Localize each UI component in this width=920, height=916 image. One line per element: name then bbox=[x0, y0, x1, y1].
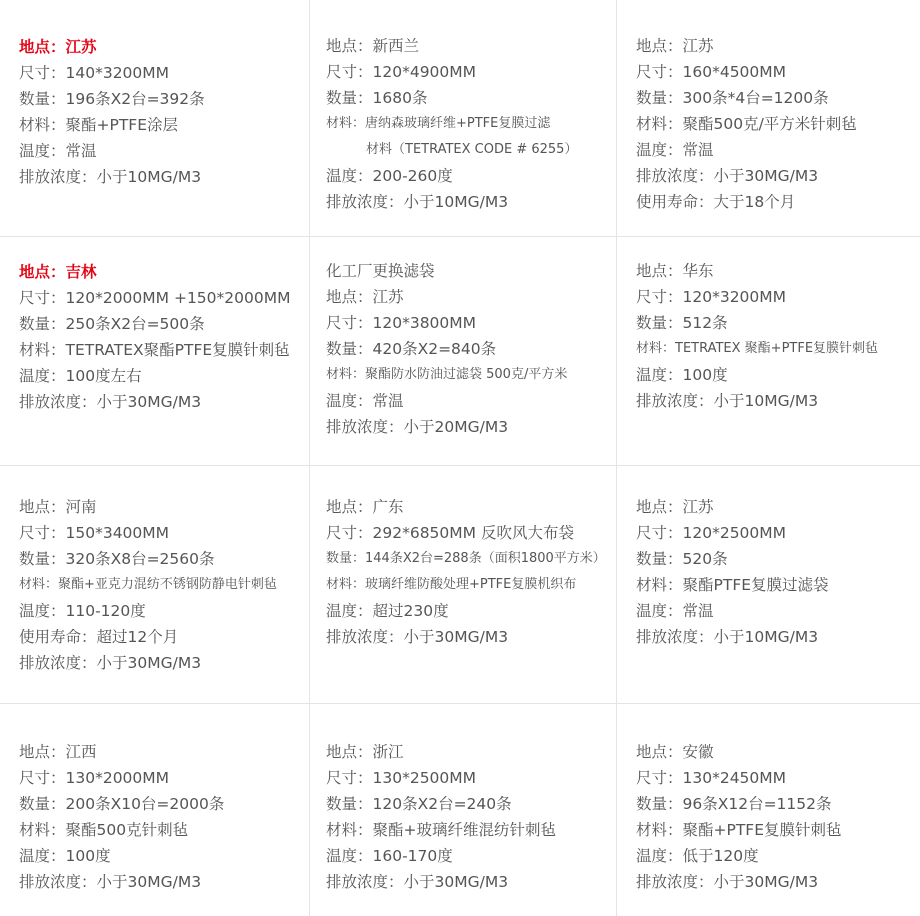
case-cell bbox=[326, 33, 616, 215]
case-cell bbox=[326, 258, 616, 440]
case-detail-line: 材料：唐纳森玻璃纤维+PTFE复膜过滤 bbox=[326, 116, 551, 131]
case-detail-line: 地点：江苏 bbox=[326, 288, 404, 306]
case-detail-line: 地点：安徽 bbox=[636, 743, 714, 761]
case-detail-line: 尺寸：120*3200MM bbox=[636, 288, 787, 306]
case-detail-line: 尺寸：130*2500MM bbox=[326, 769, 477, 787]
case-detail-line: 排放浓度：小于30MG/M3 bbox=[326, 873, 509, 891]
case-detail-line: 尺寸：130*2000MM bbox=[19, 769, 170, 787]
row-divider bbox=[0, 236, 920, 237]
case-detail-line: 材料：TETRATEX聚酯PTFE复膜针刺毡 bbox=[19, 341, 290, 359]
case-detail-line: 材料：TETRATEX 聚酯+PTFE复膜针刺毡 bbox=[636, 341, 879, 356]
case-detail-line: 地点：河南 bbox=[19, 498, 97, 516]
case-cell bbox=[326, 739, 616, 895]
case-detail-line: 温度：100度 bbox=[19, 847, 111, 865]
case-detail-line: 排放浓度：小于10MG/M3 bbox=[326, 193, 509, 211]
case-detail-line: 温度：100度左右 bbox=[19, 367, 142, 385]
case-detail-line: 尺寸：120*2000MM +150*2000MM bbox=[19, 289, 291, 307]
case-detail-line: 温度：100度 bbox=[636, 366, 728, 384]
case-cell bbox=[19, 259, 304, 415]
case-detail-line: 温度：常温 bbox=[636, 602, 714, 620]
location-highlight: 地点：江苏 bbox=[19, 38, 97, 56]
case-detail-line: 温度：常温 bbox=[326, 392, 404, 410]
case-detail-line: 数量：420条X2=840条 bbox=[326, 340, 497, 358]
case-detail-line: 尺寸：140*3200MM bbox=[19, 64, 170, 82]
column-divider bbox=[616, 0, 617, 916]
case-detail-line: 数量：512条 bbox=[636, 314, 728, 332]
case-detail-line: 数量：320条X8台=2560条 bbox=[19, 550, 215, 568]
case-detail-line: 排放浓度：小于30MG/M3 bbox=[326, 628, 509, 646]
case-detail-line: 材料：玻璃纤维防酸处理+PTFE复膜机织布 bbox=[326, 577, 577, 592]
case-detail-line: 数量：196条X2台=392条 bbox=[19, 90, 205, 108]
case-detail-line: 数量：96条X12台=1152条 bbox=[636, 795, 832, 813]
case-detail-line: 数量：200条X10台=2000条 bbox=[19, 795, 225, 813]
case-detail-line: 地点：江西 bbox=[19, 743, 97, 761]
case-detail-line: 排放浓度：小于10MG/M3 bbox=[636, 628, 819, 646]
case-detail-line: 尺寸：160*4500MM bbox=[636, 63, 787, 81]
case-detail-line: 温度：160-170度 bbox=[326, 847, 453, 865]
case-detail-line: 材料：聚酯500克/平方米针刺毡 bbox=[636, 115, 857, 133]
case-cell bbox=[19, 34, 304, 190]
case-detail-line: 排放浓度：小于30MG/M3 bbox=[19, 393, 202, 411]
case-detail-line: 尺寸：120*2500MM bbox=[636, 524, 787, 542]
case-detail-line: 地点：新西兰 bbox=[326, 37, 420, 55]
case-detail-line: 排放浓度：小于10MG/M3 bbox=[19, 168, 202, 186]
row-divider bbox=[0, 703, 920, 704]
case-detail-line: 材料：聚酯+亚克力混纺不锈钢防静电针刺毡 bbox=[19, 577, 277, 592]
case-detail-line: 地点：江苏 bbox=[636, 498, 714, 516]
case-cell bbox=[326, 494, 616, 650]
case-detail-line: 材料：聚酯500克针刺毡 bbox=[19, 821, 189, 839]
case-detail-line: 使用寿命：大于18个月 bbox=[636, 193, 796, 211]
case-detail-line: 温度：110-120度 bbox=[19, 602, 146, 620]
case-detail-line: 尺寸：150*3400MM bbox=[19, 524, 170, 542]
case-detail-line: 化工厂更换滤袋 bbox=[326, 262, 435, 280]
case-cell bbox=[636, 494, 916, 650]
case-detail-line: 材料：聚酯防水防油过滤袋 500克/平方米 bbox=[326, 367, 568, 382]
case-detail-line: 材料：聚酯+PTFE涂层 bbox=[19, 116, 179, 134]
case-cell bbox=[636, 258, 916, 414]
case-detail-line: 数量：1680条 bbox=[326, 89, 428, 107]
case-detail-line: 尺寸：120*3800MM bbox=[326, 314, 477, 332]
case-detail-line: 数量：250条X2台=500条 bbox=[19, 315, 205, 333]
case-detail-line: 温度：超过230度 bbox=[326, 602, 449, 620]
case-detail-line: 使用寿命：超过12个月 bbox=[19, 628, 179, 646]
case-detail-line: 材料：聚酯PTFE复膜过滤袋 bbox=[636, 576, 829, 594]
case-detail-line: 尺寸：120*4900MM bbox=[326, 63, 477, 81]
case-cell bbox=[19, 739, 304, 895]
case-detail-line: 尺寸：130*2450MM bbox=[636, 769, 787, 787]
case-detail-line: 温度：低于120度 bbox=[636, 847, 759, 865]
location-highlight: 地点：吉林 bbox=[19, 263, 97, 281]
case-detail-line: 数量：144条X2台=288条（面积1800平方米） bbox=[326, 551, 606, 566]
case-detail-line: 数量：520条 bbox=[636, 550, 728, 568]
case-detail-line: 材料：聚酯+PTFE复膜针刺毡 bbox=[636, 821, 842, 839]
case-detail-line: 排放浓度：小于30MG/M3 bbox=[19, 873, 202, 891]
case-detail-line: 材料（TETRATEX CODE # 6255） bbox=[366, 142, 578, 157]
case-detail-line: 排放浓度：小于30MG/M3 bbox=[636, 873, 819, 891]
case-detail-line: 温度：200-260度 bbox=[326, 167, 453, 185]
case-detail-line: 排放浓度：小于30MG/M3 bbox=[19, 654, 202, 672]
case-detail-line: 排放浓度：小于20MG/M3 bbox=[326, 418, 509, 436]
case-detail-line: 地点：江苏 bbox=[636, 37, 714, 55]
case-detail-line: 数量：120条X2台=240条 bbox=[326, 795, 512, 813]
case-detail-line: 温度：常温 bbox=[19, 142, 97, 160]
case-cell bbox=[636, 33, 916, 215]
row-divider bbox=[0, 465, 920, 466]
case-detail-line: 地点：浙江 bbox=[326, 743, 404, 761]
case-detail-line: 排放浓度：小于30MG/M3 bbox=[636, 167, 819, 185]
case-cell bbox=[19, 494, 304, 676]
case-detail-line: 地点：广东 bbox=[326, 498, 404, 516]
case-cell bbox=[636, 739, 916, 895]
case-detail-line: 温度：常温 bbox=[636, 141, 714, 159]
case-detail-line: 地点：华东 bbox=[636, 262, 714, 280]
column-divider bbox=[309, 0, 310, 916]
case-detail-line: 数量：300条*4台=1200条 bbox=[636, 89, 829, 107]
case-detail-line: 排放浓度：小于10MG/M3 bbox=[636, 392, 819, 410]
case-detail-line: 尺寸：292*6850MM 反吹风大布袋 bbox=[326, 524, 574, 542]
case-detail-line: 材料：聚酯+玻璃纤维混纺针刺毡 bbox=[326, 821, 556, 839]
